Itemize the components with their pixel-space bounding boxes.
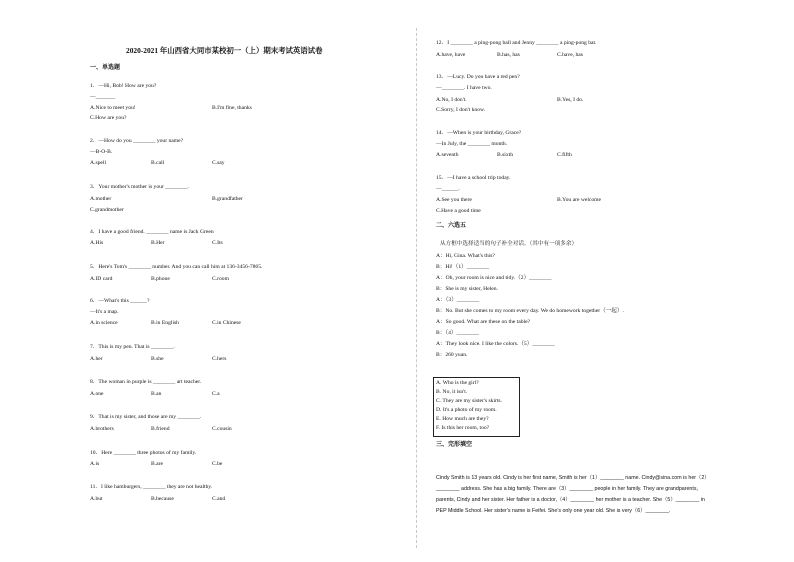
dialogue-instruction: 从方框中选择适当的句子补全对话。（其中有一项多余） [440,241,578,247]
question-1-option-a: A.Nice to meet you! [90,105,136,111]
question-8-stem: 8．The woman in purple is ________ art teacher. [90,379,202,385]
question-14-option-b: B.sixth [497,152,514,158]
question-12-option-b: B.has, has [497,52,520,58]
cloze-passage [436,473,766,517]
question-9-option-b: B.friend [151,426,170,432]
dialogue-line: B：260 yuan. [436,352,468,358]
passage-line: PEP Middle School. Her sister's name is Feifei. She's only one year old. She is very（6）________. [436,508,671,514]
question-10-stem: 10．Here ________ three photos of my family. [90,450,197,456]
question-6-dialogue: —It's a map. [90,309,119,315]
question-3-option-b: B.grandfather [212,196,243,202]
dialogue-line: A：Oh, your room is nice and tidy.（2）________ [436,275,552,281]
question-6-option-a: A.in science [90,320,118,326]
question-13-option-c: C.Sorry, I don't know. [436,107,486,113]
question-12-option-c: C.have, has [557,52,583,58]
question-7-stem: 7．This is my pen. That is ________. [90,344,175,350]
question-2-option-c: C.say [212,160,225,166]
dialogue-line: B：Hi!（1）________ [436,264,490,270]
question-5-option-c: C.room [212,276,229,282]
answer-options-box [433,377,520,437]
question-2-dialogue: —B-O-B. [90,149,113,155]
question-2-stem: 2．—How do you ________ your name? [90,138,184,144]
section-heading-six-choose-five: 二、六选五 [436,223,467,229]
question-4-option-a: A.His [90,240,104,246]
question-8-option-a: A.one [90,391,104,397]
question-8-option-c: C.a [212,391,220,397]
dialogue-line: A：So good. What are these on the table? [436,319,531,325]
dialogue-line: A：They look nice. I like the colors.（5）________ [436,341,555,347]
question-15-option-b: B.You are welcome [557,197,602,203]
question-8-option-b: B.an [151,391,162,397]
passage-line: Cindy Smith is 13 years old. Cindy is her first name, Smith is her（1）________ name. Cindy@sina.com is her（2） [436,475,710,481]
question-10-option-a: A.is [90,461,100,467]
section-heading-single-choice: 一、单选题 [90,65,121,71]
question-4-option-c: C.Its [212,240,223,246]
dialogue-line: A：Hi, Gina. What's this? [436,253,495,259]
question-1-option-c: C.How are you? [90,115,127,121]
question-5-option-a: A.ID card [90,276,113,282]
question-10-option-b: B.are [151,461,163,467]
question-6-option-c: C.in Chinese [212,320,241,326]
question-1-stem: 1．—Hi, Bob! How are you? [90,83,157,89]
page-title: 2020-2021 年山西省大同市某校初一（上）期末考试英语试卷 [126,46,323,55]
question-15-option-a: A.See you there [436,197,472,203]
question-9-option-a: A.brothers [90,426,114,432]
dialogue-line: A：（3）________ [436,297,480,303]
answer-option: B. No, it isn't. [436,389,468,395]
question-14-option-a: A.seventh [436,152,459,158]
question-14-dialogue: —In July, the ________ month. [436,141,508,147]
question-13-option-b: B.Yes, I do. [557,97,584,103]
question-13-dialogue: —________. I have two. [436,85,492,91]
question-11-option-b: B.because [151,496,174,502]
question-5-option-b: B.phone [151,276,170,282]
question-10-option-c: C.be [212,461,223,467]
question-5-stem: 5．Here's Tom's ________ number. And you can call him at 136-3456-7865. [90,264,263,270]
question-12-option-a: A.have, have [436,52,466,58]
question-11-option-c: C.and [212,496,226,502]
question-7-option-a: A.her [90,356,103,362]
section-heading-cloze: 三、完形填空 [436,442,473,448]
question-13-stem: 13．—Lucy. Do you have a red pen? [436,74,520,80]
question-1-dialogue: —_______ [90,94,116,100]
question-6-option-b: B.in English [151,320,179,326]
question-4-option-b: B.Her [151,240,165,246]
question-7-option-b: B.she [151,356,164,362]
question-4-stem: 4．I have a good friend. ________ name is Jack Green [90,229,214,235]
dialogue-line: B：No. But she comes to my room every day. We do homework together（一起）. [436,308,624,314]
dialogue-line: B：（4）________ [436,330,479,336]
question-12-stem: 12．I ________ a ping-pong ball and Jenny ________ a ping-pong bat. [436,40,597,46]
question-9-option-c: C.cousin [212,426,232,432]
question-1-option-b: B.I'm fine, thanks [212,105,252,111]
question-7-option-c: C.hers [212,356,227,362]
column-divider [416,28,417,548]
answer-option: C. They are my sister's skirts. [436,398,503,404]
question-3-option-a: A.mother [90,196,112,202]
question-15-option-c: C.Have a good time [436,208,481,214]
question-15-dialogue: —______. [436,186,460,192]
passage-line: ________ address. She has a big family. There are（3）________ people in her family. They are grandparents, [436,486,698,492]
answer-option: E. How much are they? [436,416,489,422]
question-6-stem: 6．—What's this ______? [90,298,150,304]
question-3-option-c: C.grandmother [90,207,124,213]
dialogue-line: B：She is my sister, Helen. [436,286,498,292]
question-14-stem: 14．—When is your birthday, Grace? [436,130,522,136]
question-3-stem: 3．Your mother's mother is your ________. [90,184,189,190]
answer-option: A. Who is the girl? [436,380,479,386]
question-13-option-a: A.No, I don't. [436,97,467,103]
answer-option: F. Is this her room, too? [436,425,490,431]
question-9-stem: 9．That is my sister, and those are my ________. [90,414,202,420]
question-11-option-a: A.but [90,496,103,502]
question-14-option-c: C.fifth [557,152,572,158]
question-15-stem: 15．—I have a school trip today. [436,175,511,181]
question-2-option-a: A.spell [90,160,107,166]
question-11-stem: 11．I like hamburgers, ________ they are not healthy. [90,484,213,490]
answer-option: D. It's a photo of my room. [436,407,497,413]
question-2-option-b: B.call [151,160,165,166]
passage-line: parents, Cindy and her sister. Her father is a doctor,（4）________ her mother is a teacher. She（5）________ in [436,497,705,503]
